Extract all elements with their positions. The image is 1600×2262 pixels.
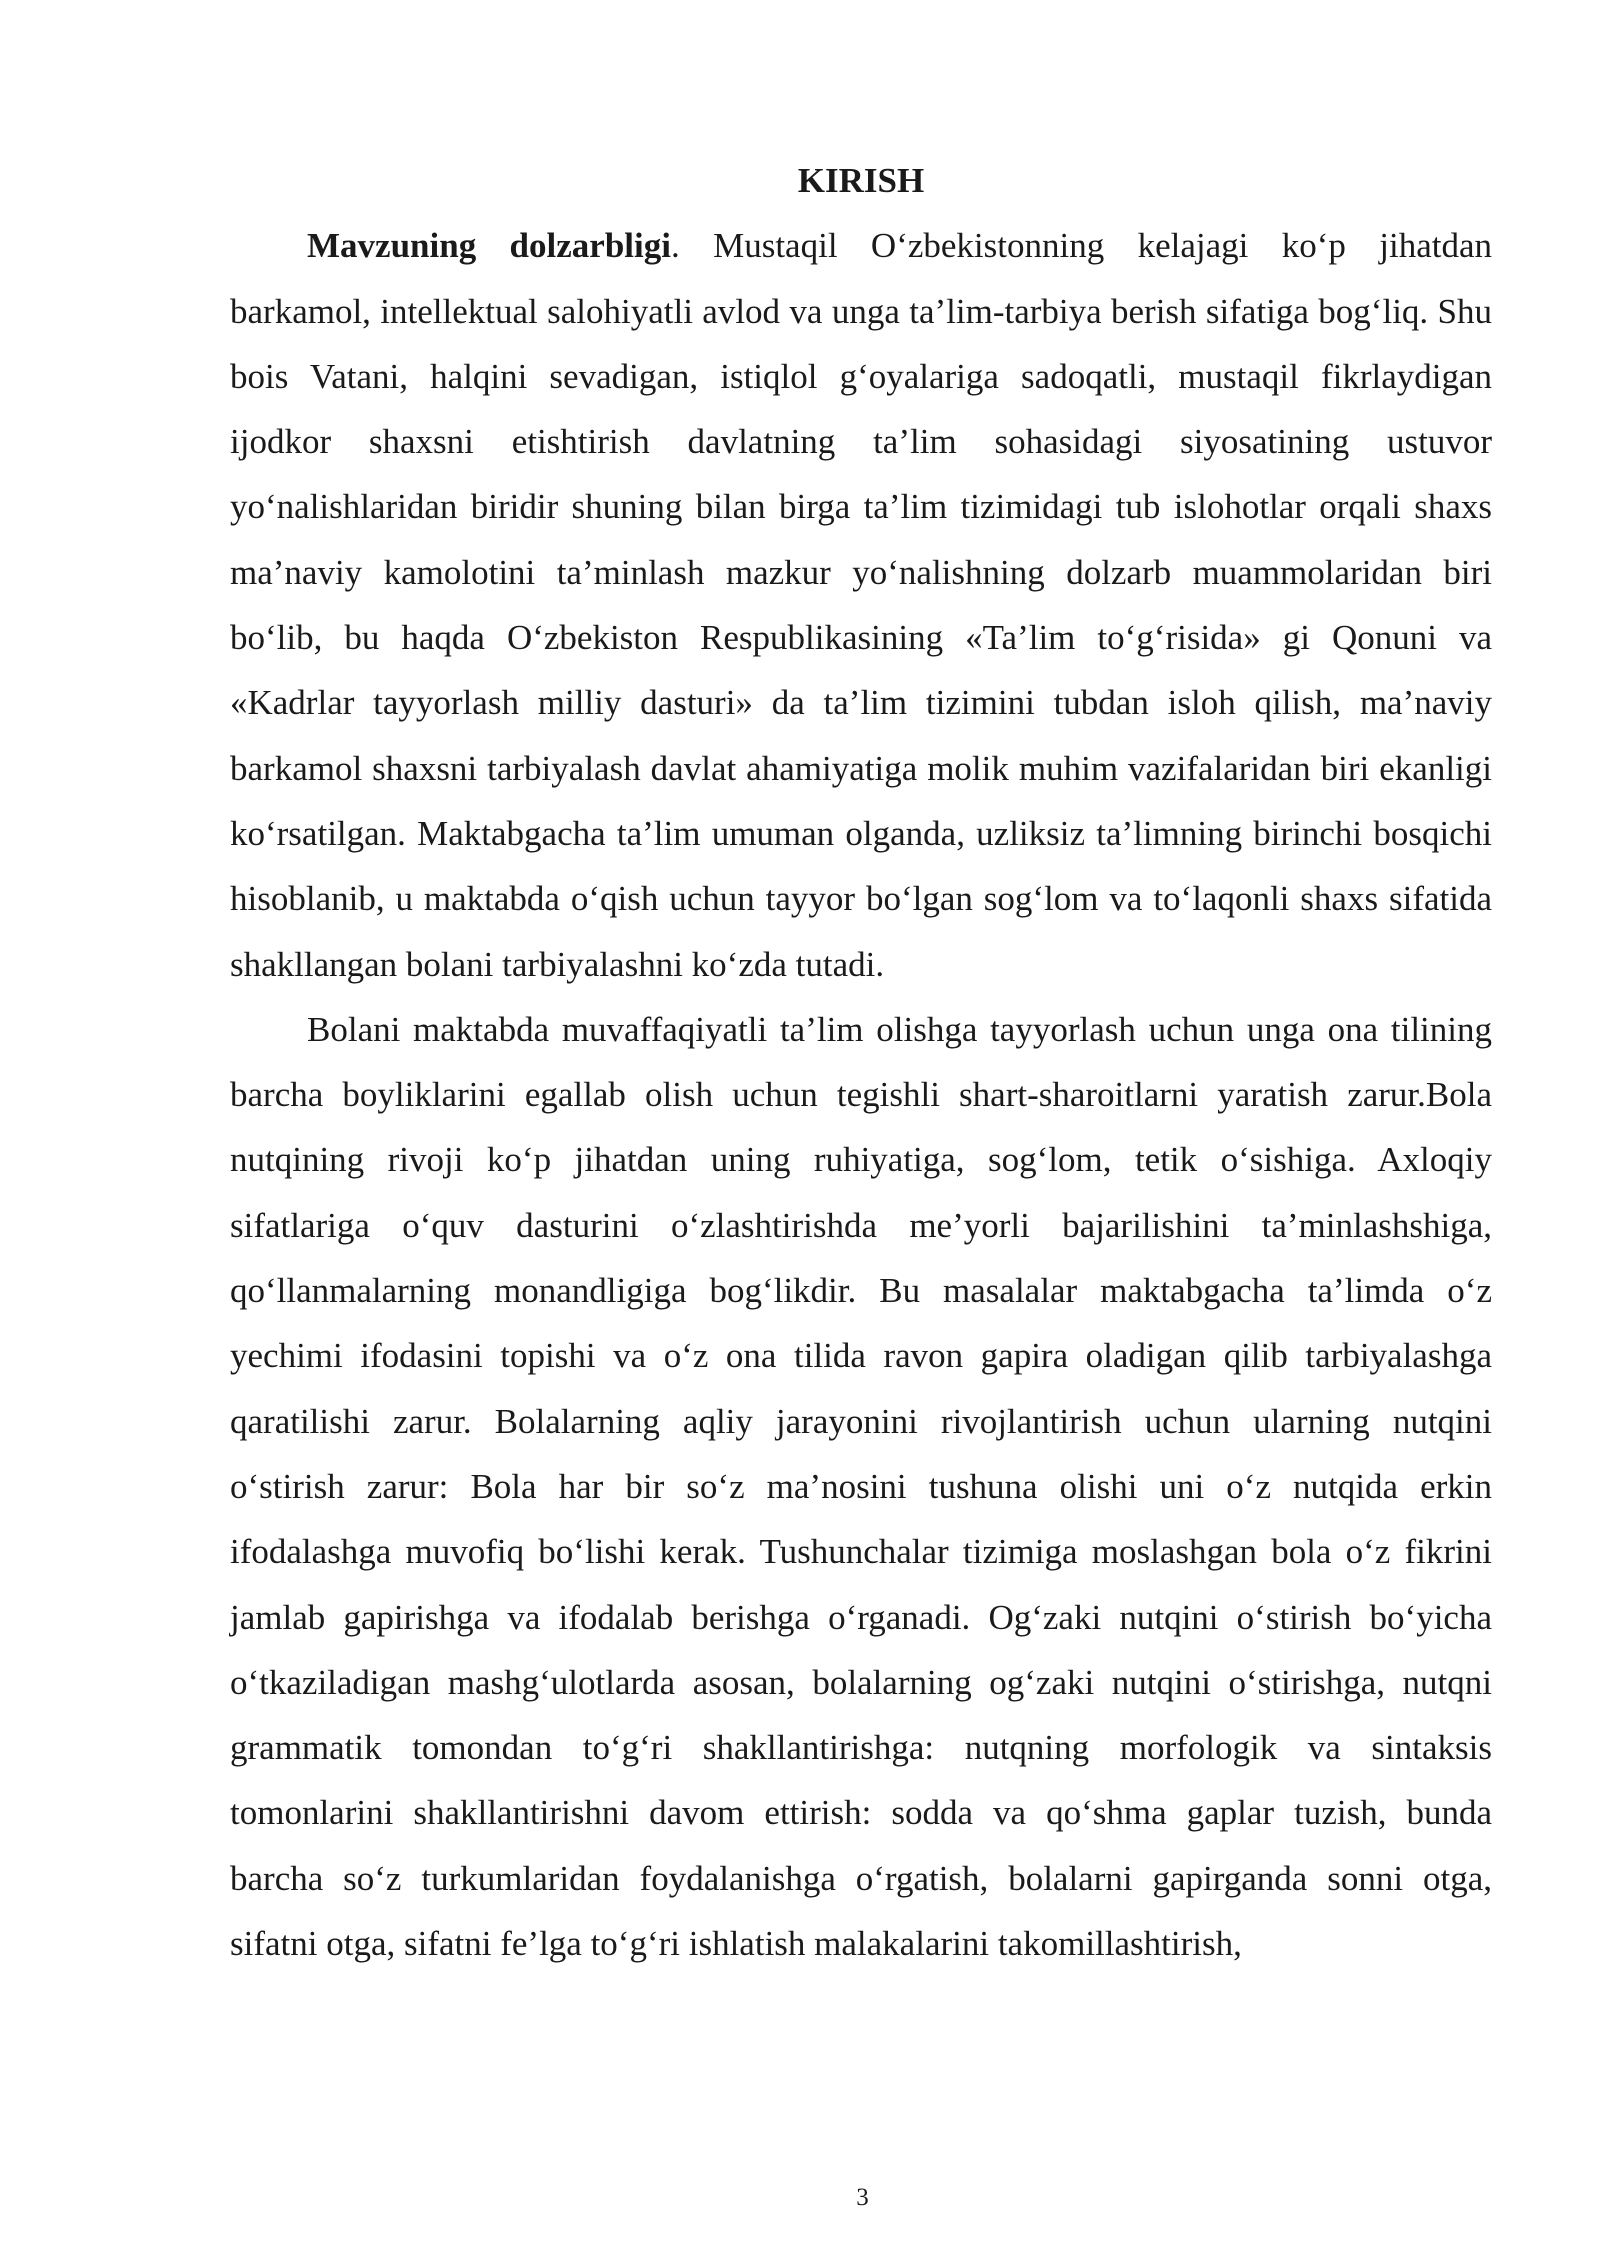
page-body: [230, 148, 1492, 1976]
paragraph-speech-development: Bolani maktabda muvaffaqiyatli ta’lim olishga tayyorlash uchun unga ona tilining barcha boyliklarini egallab olish uchun tegishli shart-sharoitlarni yaratish zarur.Bola nutqining rivoji ko‘p jihatdan uning ruhiyatiga, sog‘lom, tetik o‘sishiga. Axloqiy sifatlariga o‘quv dasturini o‘zlashtirishda me’yorli bajarilishini ta’minlashshiga, qo‘llanmalarning monandligiga bog‘likdir. Bu masalalar maktabgacha ta’limda o‘z yechimi ifodasini topishi va o‘z ona tilida ravon gapira oladigan qilib tarbiyalashga qaratilishi zarur. Bolalarning aqliy jarayonini rivojlantirish uchun ularning nutqini o‘stirish zarur: Bola har bir so‘z ma’nosini tushuna olishi uni o‘z nutqida erkin ifodalashga muvofiq bo‘lishi kerak. Tushunchalar tizimiga moslashgan bola o‘z fikrini jamlab gapirishga va ifodalab berishga o‘rganadi. Og‘zaki nutqini o‘stirish bo‘yicha o‘tkaziladigan mashg‘ulotlarda asosan, bolalarning og‘zaki nutqini o‘stirishga, nutqni grammatik tomondan to‘g‘ri shakllantirishga: nutqning morfologik va sintaksis tomonlarini shakllantirishni davom ettirish: sodda va qo‘shma gaplar tuzish, bunda barcha so‘z turkumlaridan foydalanishga o‘rgatish, bolalarni gapirganda sonni otga, sifatni otga, sifatni fe’lga to‘g‘ri ishlatish malakalarini takomillashtirish,: [230, 1009, 1492, 1964]
section-title: KIRISH: [797, 161, 925, 200]
paragraph-relevance-text: . Mustaqil O‘zbekistonning kelajagi ko‘p jihatdan barkamol, intellektual salohiyatli avlod va unga ta’lim-tarbiya berish sifatiga bog‘liq. Shu bois Vatani, halqini sevadigan, istiqlol g‘oyalariga sadoqatli, mustaqil fikrlaydigan ijodkor shaxsni etishtirish davlatning ta’lim sohasidagi siyosatining ustuvor yo‘nalishlaridan biridir shuning bilan birga ta’lim tizimidagi tub islohotlar orqali shaxs ma’naviy kamolotini ta’minlash mazkur yo‘nalishning dolzarb muammolaridan biri bo‘lib, bu haqda O‘zbekiston Respublikasining «Ta’lim to‘g‘risida» gi Qonuni va «Kadrlar tayyorlash milliy dasturi» da ta’lim tizimini tubdan isloh qilish, ma’naviy barkamol shaxsni tarbiyalash davlat ahamiyatiga molik muhim vazifalaridan biri ekanligi ko‘rsatilgan. Maktabgacha ta’lim umuman olganda, uzliksiz ta’limning birinchi bosqichi hisoblanib, u maktabda o‘qish uchun tayyor bo‘lgan sog‘lom va to‘laqonli shaxs sifatida shakllangan bolani tarbiyalashni ko‘zda tutadi.: [230, 226, 1492, 984]
paragraph-relevance: [230, 213, 1492, 997]
paragraph-lead: Mavzuning dolzarbligi: [307, 226, 671, 266]
page-number: 3: [856, 2184, 869, 2211]
